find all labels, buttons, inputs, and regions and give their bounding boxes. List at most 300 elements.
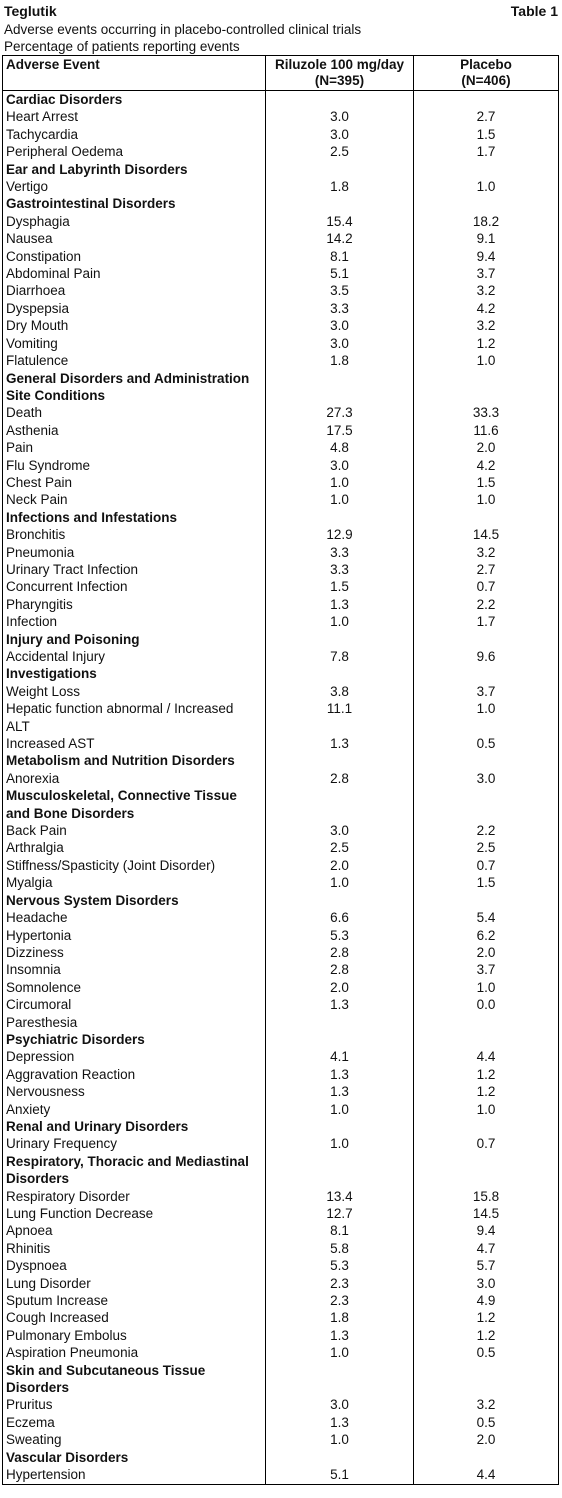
placebo-value: 9.4 <box>476 1223 496 1239</box>
riluzole-cell <box>266 770 414 787</box>
category-label: Skin and Subcutaneous Tissue <box>6 1362 206 1378</box>
table-row <box>3 1048 559 1065</box>
placebo-cell <box>414 474 559 491</box>
placebo-value: 4.4 <box>476 1049 496 1065</box>
category-label: Ear and Labyrinth Disorders <box>6 161 188 177</box>
table-row <box>3 474 559 491</box>
event-name-cell <box>3 996 266 1031</box>
placebo-cell <box>414 439 559 456</box>
event-label: Death <box>6 405 43 421</box>
category-cell <box>3 787 266 822</box>
table-row <box>3 770 559 787</box>
placebo-value: 5.4 <box>476 910 496 926</box>
event-name-cell <box>3 335 266 352</box>
table-row <box>3 578 559 595</box>
riluzole-cell <box>266 1240 414 1257</box>
riluzole-cell <box>266 370 414 405</box>
event-label: Lung Disorder <box>6 1275 91 1291</box>
riluzole-value: 27.3 <box>326 405 353 421</box>
riluzole-cell <box>266 1153 414 1188</box>
placebo-cell <box>414 126 559 143</box>
category-row <box>3 752 559 769</box>
riluzole-cell <box>266 1101 414 1118</box>
category-label-continued: Site Conditions <box>6 387 105 403</box>
table-row <box>3 1327 559 1344</box>
table-row <box>3 944 559 961</box>
placebo-value: 4.2 <box>476 457 496 473</box>
event-name-cell <box>3 683 266 700</box>
table-row <box>3 1309 559 1326</box>
riluzole-value: 1.0 <box>330 1432 349 1448</box>
column-header-riluzole-n: (N=395) <box>314 73 365 88</box>
riluzole-value: 3.0 <box>330 1397 349 1413</box>
placebo-cell <box>414 909 559 926</box>
riluzole-cell <box>266 857 414 874</box>
riluzole-cell <box>266 1396 414 1413</box>
riluzole-cell <box>266 282 414 299</box>
event-label: Tachycardia <box>6 126 79 142</box>
column-header-event <box>3 56 266 91</box>
table-row <box>3 126 559 143</box>
event-name-cell <box>3 909 266 926</box>
category-label: Cardiac Disorders <box>6 92 123 107</box>
event-name-cell <box>3 1222 266 1239</box>
placebo-value: 1.5 <box>476 875 496 891</box>
event-name-cell <box>3 1257 266 1274</box>
category-cell <box>3 665 266 682</box>
riluzole-cell <box>266 544 414 561</box>
riluzole-cell <box>266 1292 414 1309</box>
event-name-cell <box>3 1309 266 1326</box>
event-label: Depression <box>6 1049 75 1065</box>
event-label: Vertigo <box>6 179 49 195</box>
table-row <box>3 213 559 230</box>
table-row <box>3 1101 559 1118</box>
placebo-value: 3.2 <box>476 1397 496 1413</box>
event-name-cell <box>3 300 266 317</box>
event-name-cell <box>3 422 266 439</box>
riluzole-cell <box>266 961 414 978</box>
table-row <box>3 352 559 369</box>
event-label: Rhinitis <box>6 1240 51 1256</box>
placebo-cell <box>414 996 559 1031</box>
category-label: Infections and Infestations <box>6 509 178 525</box>
placebo-value: 0.0 <box>476 997 496 1013</box>
placebo-value: 2.7 <box>476 561 496 577</box>
event-label: Urinary Tract Infection <box>6 561 139 577</box>
event-label: Concurrent Infection <box>6 579 128 595</box>
table-row <box>3 979 559 996</box>
event-label-continued: Paresthesia <box>6 1014 78 1030</box>
placebo-value: 3.7 <box>476 962 496 978</box>
placebo-cell <box>414 822 559 839</box>
riluzole-value: 4.8 <box>330 440 349 456</box>
riluzole-value: 1.3 <box>330 1414 349 1430</box>
riluzole-cell <box>266 352 414 369</box>
riluzole-cell <box>266 491 414 508</box>
event-name-cell <box>3 178 266 195</box>
placebo-value: 0.7 <box>476 1136 496 1152</box>
riluzole-cell <box>266 927 414 944</box>
placebo-value: 4.4 <box>476 1467 496 1483</box>
table-row <box>3 282 559 299</box>
placebo-cell <box>414 1101 559 1118</box>
table-row <box>3 1222 559 1239</box>
event-name-cell <box>3 1101 266 1118</box>
table-row <box>3 874 559 891</box>
table-row <box>3 561 559 578</box>
event-name-cell <box>3 526 266 543</box>
event-name-cell <box>3 1135 266 1152</box>
placebo-value: 1.0 <box>476 353 496 369</box>
placebo-cell <box>414 1240 559 1257</box>
document-header <box>0 0 562 55</box>
event-name-cell <box>3 1240 266 1257</box>
placebo-value: 0.7 <box>476 857 496 873</box>
placebo-cell <box>414 752 559 769</box>
placebo-cell <box>414 1449 559 1466</box>
placebo-cell <box>414 230 559 247</box>
table-row <box>3 230 559 247</box>
riluzole-value: 1.5 <box>330 579 349 595</box>
event-name-cell <box>3 857 266 874</box>
placebo-value: 1.0 <box>476 701 496 717</box>
placebo-value: 0.7 <box>476 579 496 595</box>
event-name-cell <box>3 874 266 891</box>
riluzole-value: 2.5 <box>330 840 349 856</box>
placebo-value: 1.0 <box>476 492 496 508</box>
riluzole-value: 5.1 <box>330 266 349 282</box>
event-label: Dysphagia <box>6 213 70 229</box>
riluzole-value: 2.0 <box>330 979 349 995</box>
riluzole-cell <box>266 1414 414 1431</box>
column-header-event-label: Adverse Event <box>6 57 100 72</box>
placebo-cell <box>414 874 559 891</box>
category-row <box>3 1449 559 1466</box>
placebo-value: 2.5 <box>476 840 496 856</box>
riluzole-value: 1.3 <box>330 997 349 1013</box>
riluzole-cell <box>266 1118 414 1135</box>
riluzole-cell <box>266 230 414 247</box>
category-row <box>3 787 559 822</box>
riluzole-cell <box>266 631 414 648</box>
riluzole-cell <box>266 787 414 822</box>
riluzole-cell <box>266 1275 414 1292</box>
table-row <box>3 857 559 874</box>
riluzole-cell <box>266 909 414 926</box>
event-name-cell <box>3 248 266 265</box>
placebo-cell <box>414 1466 559 1484</box>
category-label-continued: Disorders <box>6 1380 70 1396</box>
table-row <box>3 300 559 317</box>
category-row <box>3 370 559 405</box>
placebo-cell <box>414 457 559 474</box>
riluzole-value: 2.3 <box>330 1275 349 1291</box>
adverse-events-table <box>2 55 559 1485</box>
event-name-cell <box>3 961 266 978</box>
placebo-cell <box>414 491 559 508</box>
event-label: Aggravation Reaction <box>6 1066 136 1082</box>
placebo-value: 3.7 <box>476 683 496 699</box>
placebo-cell <box>414 422 559 439</box>
table-row <box>3 1292 559 1309</box>
category-cell <box>3 1362 266 1397</box>
event-name-cell <box>3 561 266 578</box>
table-row <box>3 700 559 735</box>
event-label: Pharyngitis <box>6 596 73 612</box>
placebo-value: 0.5 <box>476 1345 496 1361</box>
riluzole-value: 3.0 <box>330 109 349 125</box>
placebo-cell <box>414 1327 559 1344</box>
riluzole-cell <box>266 1031 414 1048</box>
event-label: Sweating <box>6 1432 62 1448</box>
riluzole-cell <box>266 108 414 125</box>
table-row <box>3 1431 559 1448</box>
riluzole-value: 3.0 <box>330 457 349 473</box>
riluzole-value: 3.0 <box>330 335 349 351</box>
category-row <box>3 631 559 648</box>
placebo-cell <box>414 1396 559 1413</box>
placebo-cell <box>414 178 559 195</box>
riluzole-value: 3.3 <box>330 300 349 316</box>
riluzole-value: 1.0 <box>330 875 349 891</box>
placebo-cell <box>414 979 559 996</box>
riluzole-cell <box>266 213 414 230</box>
placebo-cell <box>414 683 559 700</box>
table-row <box>3 143 559 160</box>
riluzole-cell <box>266 1257 414 1274</box>
category-cell <box>3 161 266 178</box>
riluzole-cell <box>266 752 414 769</box>
riluzole-value: 3.0 <box>330 823 349 839</box>
event-label: Accidental Injury <box>6 649 106 664</box>
category-row <box>3 1031 559 1048</box>
table-row <box>3 178 559 195</box>
placebo-cell <box>414 213 559 230</box>
event-label: Pulmonary Embolus <box>6 1327 127 1343</box>
table-caption: Adverse events occurring in placebo-controlled clinical trials <box>4 22 362 37</box>
table-row <box>3 1466 559 1484</box>
event-name-cell <box>3 735 266 752</box>
table-row <box>3 1135 559 1152</box>
event-name-cell <box>3 143 266 160</box>
placebo-value: 3.0 <box>476 1275 496 1291</box>
event-label: Arthralgia <box>6 840 64 856</box>
placebo-cell <box>414 282 559 299</box>
category-cell <box>3 1153 266 1188</box>
event-name-cell <box>3 1066 266 1083</box>
riluzole-value: 1.3 <box>330 1327 349 1343</box>
placebo-cell <box>414 526 559 543</box>
event-label: Insomnia <box>6 962 61 978</box>
placebo-value: 3.2 <box>476 318 496 334</box>
riluzole-cell <box>266 648 414 665</box>
riluzole-value: 12.7 <box>326 1206 353 1221</box>
event-label: Flu Syndrome <box>6 457 91 473</box>
riluzole-value: 2.5 <box>330 144 349 160</box>
riluzole-cell <box>266 1344 414 1361</box>
placebo-cell <box>414 161 559 178</box>
table-row <box>3 1344 559 1361</box>
riluzole-value: 7.8 <box>330 649 349 664</box>
event-label: Pruritus <box>6 1397 53 1413</box>
placebo-value: 2.0 <box>476 440 496 456</box>
placebo-value: 0.5 <box>476 736 496 752</box>
placebo-cell <box>414 248 559 265</box>
riluzole-cell <box>266 439 414 456</box>
event-label: Increased AST <box>6 736 95 752</box>
riluzole-value: 3.5 <box>330 283 349 299</box>
category-cell <box>3 509 266 526</box>
riluzole-cell <box>266 161 414 178</box>
category-label-continued: Disorders <box>6 1171 70 1187</box>
riluzole-value: 11.1 <box>326 701 353 717</box>
riluzole-cell <box>266 1083 414 1100</box>
placebo-cell <box>414 648 559 665</box>
placebo-cell <box>414 892 559 909</box>
event-label: Stiffness/Spasticity (Joint Disorder) <box>6 857 216 873</box>
table-row <box>3 404 559 421</box>
placebo-cell <box>414 1083 559 1100</box>
placebo-value: 15.8 <box>472 1188 500 1204</box>
category-cell <box>3 195 266 212</box>
column-header-riluzole <box>266 56 414 91</box>
table-row <box>3 996 559 1031</box>
event-label: Dizziness <box>6 944 64 960</box>
placebo-value: 2.2 <box>476 823 496 839</box>
placebo-value: 3.2 <box>476 283 496 299</box>
riluzole-value: 2.8 <box>330 962 349 978</box>
riluzole-cell <box>266 300 414 317</box>
placebo-cell <box>414 1153 559 1188</box>
riluzole-cell <box>266 265 414 282</box>
table-row <box>3 317 559 334</box>
placebo-cell <box>414 578 559 595</box>
riluzole-value: 1.8 <box>330 1310 349 1326</box>
placebo-cell <box>414 1031 559 1048</box>
placebo-cell <box>414 1048 559 1065</box>
placebo-value: 18.2 <box>472 213 500 229</box>
riluzole-cell <box>266 474 414 491</box>
event-name-cell <box>3 1344 266 1361</box>
placebo-cell <box>414 1205 559 1222</box>
riluzole-value: 5.8 <box>330 1240 349 1256</box>
category-label: Renal and Urinary Disorders <box>6 1118 189 1134</box>
placebo-value: 1.0 <box>476 979 496 995</box>
placebo-cell <box>414 317 559 334</box>
riluzole-cell <box>266 892 414 909</box>
riluzole-value: 4.1 <box>330 1049 349 1065</box>
event-label: Lung Function Decrease <box>6 1206 154 1221</box>
event-name-cell <box>3 1292 266 1309</box>
event-label: Peripheral Oedema <box>6 144 124 160</box>
riluzole-cell <box>266 457 414 474</box>
placebo-cell <box>414 370 559 405</box>
riluzole-cell <box>266 1309 414 1326</box>
placebo-cell <box>414 944 559 961</box>
event-name-cell <box>3 700 266 735</box>
category-cell <box>3 1118 266 1135</box>
placebo-value: 11.6 <box>473 422 499 438</box>
placebo-cell <box>414 1118 559 1135</box>
placebo-value: 2.7 <box>476 109 496 125</box>
riluzole-cell <box>266 1431 414 1448</box>
riluzole-cell <box>266 596 414 613</box>
event-label: Infection <box>6 614 58 630</box>
placebo-cell <box>414 1275 559 1292</box>
event-name-cell <box>3 474 266 491</box>
riluzole-cell <box>266 561 414 578</box>
event-name-cell <box>3 1048 266 1065</box>
placebo-value: 5.7 <box>476 1258 496 1274</box>
riluzole-value: 15.4 <box>326 213 353 229</box>
column-header-placebo-label: Placebo <box>460 57 512 72</box>
placebo-value: 14.5 <box>472 527 500 543</box>
placebo-value: 9.6 <box>476 649 496 664</box>
event-name-cell <box>3 1431 266 1448</box>
table-row <box>3 1396 559 1413</box>
table-row <box>3 683 559 700</box>
event-label: Vomiting <box>6 335 58 351</box>
riluzole-value: 5.3 <box>330 1258 349 1274</box>
column-header-riluzole-label: Riluzole 100 mg/day <box>274 57 405 72</box>
riluzole-cell <box>266 1048 414 1065</box>
placebo-value: 4.2 <box>476 300 496 316</box>
event-name-cell <box>3 317 266 334</box>
column-header-placebo <box>414 56 559 91</box>
riluzole-value: 8.1 <box>330 248 349 264</box>
placebo-value: 3.0 <box>476 770 496 786</box>
riluzole-cell <box>266 735 414 752</box>
placebo-value: 6.2 <box>476 927 496 943</box>
category-cell <box>3 1449 266 1466</box>
riluzole-value: 1.0 <box>330 1101 349 1117</box>
riluzole-cell <box>266 1222 414 1239</box>
riluzole-cell <box>266 195 414 212</box>
riluzole-cell <box>266 1135 414 1152</box>
category-row <box>3 195 559 212</box>
category-label: Gastrointestinal Disorders <box>6 196 176 212</box>
event-label: Hepatic function abnormal / Increased <box>6 701 234 717</box>
event-label: Myalgia <box>6 875 53 891</box>
riluzole-cell <box>266 874 414 891</box>
event-label: Constipation <box>6 248 82 264</box>
riluzole-value: 3.0 <box>330 126 349 142</box>
riluzole-cell <box>266 578 414 595</box>
riluzole-value: 1.3 <box>330 596 349 612</box>
riluzole-cell <box>266 526 414 543</box>
placebo-cell <box>414 1066 559 1083</box>
category-label: General Disorders and Administration <box>6 370 250 386</box>
event-name-cell <box>3 457 266 474</box>
category-row <box>3 892 559 909</box>
event-name-cell <box>3 648 266 665</box>
riluzole-value: 1.8 <box>330 179 349 195</box>
riluzole-cell <box>266 1327 414 1344</box>
placebo-cell <box>414 509 559 526</box>
riluzole-value: 3.8 <box>330 683 349 699</box>
placebo-cell <box>414 108 559 125</box>
event-label: Cough Increased <box>6 1310 109 1326</box>
riluzole-value: 3.0 <box>330 318 349 334</box>
event-name-cell <box>3 439 266 456</box>
riluzole-cell <box>266 1205 414 1222</box>
column-header-placebo-n: (N=406) <box>461 73 511 88</box>
event-label: Nervousness <box>6 1084 85 1100</box>
riluzole-value: 1.0 <box>330 614 349 630</box>
category-cell <box>3 631 266 648</box>
event-label: Nausea <box>6 231 53 247</box>
